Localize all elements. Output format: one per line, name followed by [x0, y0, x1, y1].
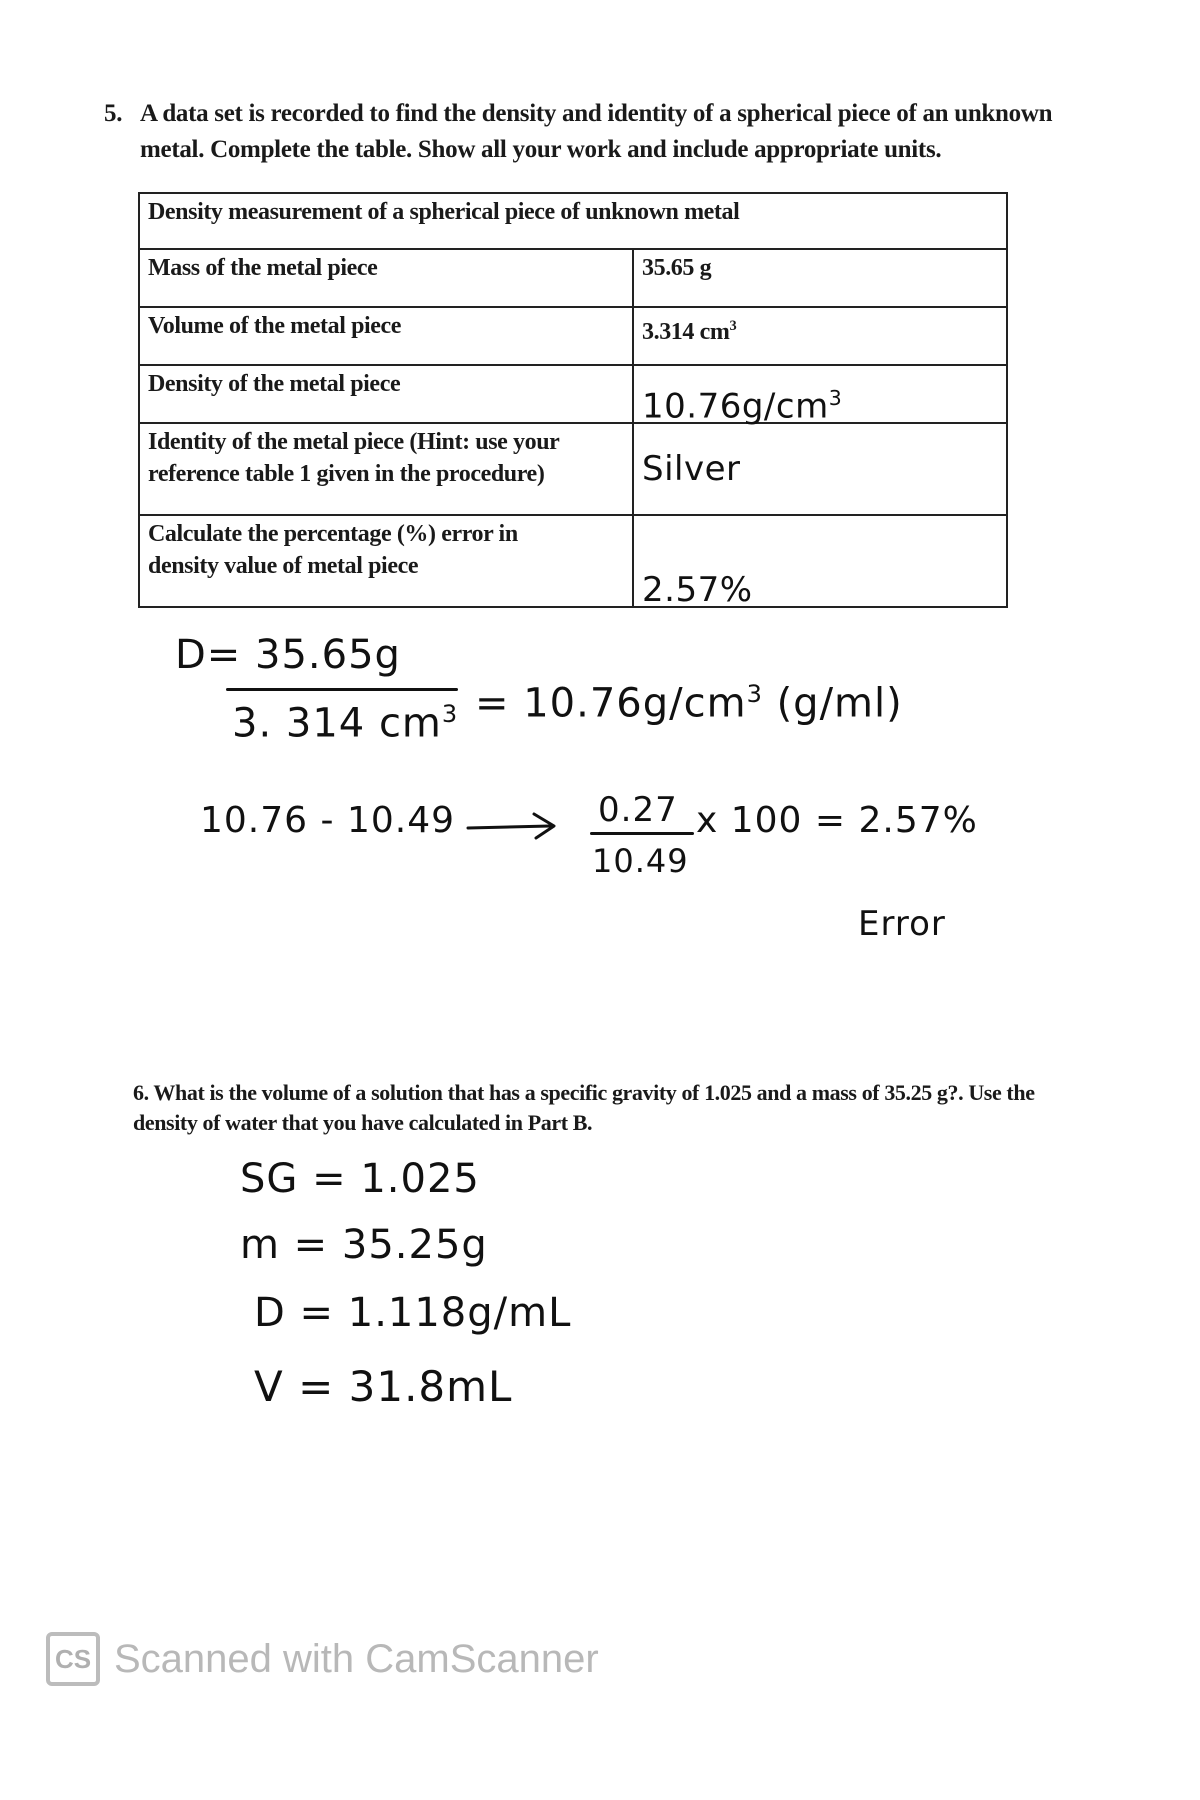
work-numerator: D= 35.65g — [175, 632, 401, 678]
fraction-bar — [590, 832, 694, 835]
question-5-number: 5. — [104, 100, 123, 127]
question-6 — [133, 1078, 1200, 1138]
work-result: = $10.76g/cm^3$ (g/ml) — [475, 680, 903, 727]
work-denominator: 3. 314 $cm^3$ — [232, 700, 459, 747]
camscanner-watermark — [46, 1632, 599, 1686]
work-specific-gravity: SG = 1.025 — [240, 1156, 480, 1202]
table-row — [139, 423, 1007, 515]
work-density: D = 1.118g/mL — [254, 1290, 572, 1336]
question-5-text-line2: metal. Complete the table. Show all your work and include appropriate units. — [140, 136, 942, 163]
work-percent-error: x 100 = 2.57% — [696, 800, 978, 841]
table-row — [139, 307, 1007, 365]
question-5 — [104, 96, 1104, 168]
row-label-density: Density of the metal piece — [139, 365, 633, 423]
work-error-label: Error — [858, 904, 946, 944]
question-6-text-line2: density of water that you have calculated in Part B. — [133, 1110, 593, 1135]
arrow-icon — [466, 808, 562, 844]
camscanner-logo-icon: CS — [46, 1632, 100, 1686]
row-value-mass: 35.65 g — [633, 249, 1007, 307]
table-row — [139, 249, 1007, 307]
watermark-text: Scanned with CamScanner — [114, 1636, 599, 1681]
density-table — [138, 192, 1008, 608]
work-mass: m = 35.25g — [240, 1222, 488, 1268]
table-title: Density measurement of a spherical piece of unknown metal — [139, 193, 1007, 249]
question-5-text-line1: A data set is recorded to find the density and identity of a spherical piece of an unknown — [140, 100, 1053, 127]
row-label-volume: Volume of the metal piece — [139, 307, 633, 365]
fraction-bar — [226, 688, 458, 691]
row-value-density: $10.76g/cm^3$ — [633, 365, 1007, 423]
row-label-mass: Mass of the metal piece — [139, 249, 633, 307]
row-value-volume: 3.314 $cm^3$ — [633, 307, 1007, 365]
work-fraction-denominator: 10.49 — [592, 842, 689, 880]
row-value-identity: Silver — [633, 423, 1007, 515]
row-label-identity: Identity of the metal piece (Hint: use your reference table 1 given in the procedure) — [139, 423, 633, 515]
work-subtraction: 10.76 - 10.49 — [200, 800, 455, 841]
table-row — [139, 515, 1007, 607]
row-label-percent-error: Calculate the percentage (%) error in density value of metal piece — [139, 515, 633, 607]
work-volume: V = 31.8mL — [254, 1362, 513, 1411]
table-row — [139, 365, 1007, 423]
work-fraction-numerator: 0.27 — [598, 790, 678, 830]
question-6-text-line1: 6. What is the volume of a solution that has a specific gravity of 1.025 and a mass of 35.25 g?. Use the — [133, 1080, 1035, 1105]
row-value-percent-error: 2.57% — [633, 515, 1007, 607]
